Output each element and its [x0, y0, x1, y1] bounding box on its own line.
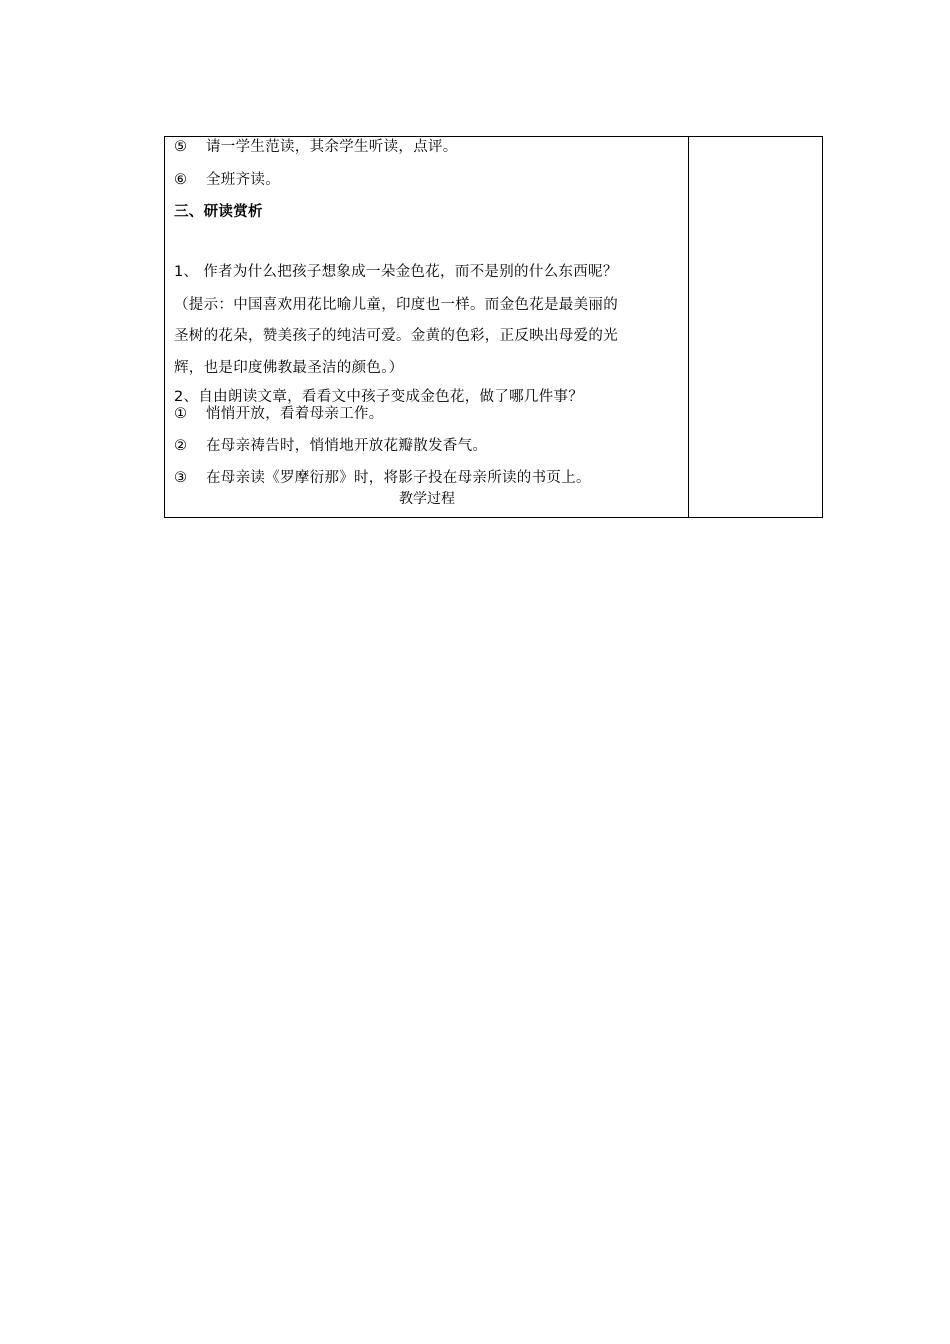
step-5-line [174, 137, 458, 157]
question-2: 2、自由朗读文章，看看文中孩子变成金色花，做了哪几件事？ [174, 389, 584, 405]
answer-3-text: 在母亲读《罗摩衍那》时，将影子投在母亲所读的书页上。 [206, 470, 591, 486]
step-6-number: ⑥ [174, 172, 188, 188]
lesson-table [164, 136, 823, 518]
lesson-content-cell [165, 137, 689, 517]
question-1: 1、 作者为什么把孩子想象成一朵金色花，而不是别的什么东西呢？ [174, 264, 618, 280]
answer-1-line [174, 404, 384, 424]
table-footer-caption: 教学过程 [399, 491, 455, 507]
answer-1-text: 悄悄开放，看着母亲工作。 [206, 406, 384, 422]
hint-line-1: （提示：中国喜欢用花比喻儿童，印度也一样。而金色花是最美丽的 [174, 297, 618, 313]
section-heading: 三、研读赏析 [174, 204, 263, 220]
answer-2-text: 在母亲祷告时，悄悄地开放花瓣散发香气。 [206, 438, 488, 454]
notes-cell [689, 137, 822, 517]
answer-2-number: ② [174, 438, 188, 454]
answer-1-number: ① [174, 406, 188, 422]
answer-2-line [174, 436, 487, 456]
answer-3-line [174, 468, 591, 488]
answer-3-number: ③ [174, 470, 188, 486]
hint-line-3: 辉，也是印度佛教最圣洁的颜色。） [174, 360, 404, 376]
step-6-line [174, 170, 280, 190]
hint-line-2: 圣树的花朵，赞美孩子的纯洁可爱。金黄的色彩，正反映出母爱的光 [174, 328, 618, 344]
step-6-text: 全班齐读。 [206, 172, 280, 188]
step-5-number: ⑤ [174, 139, 188, 155]
step-5-text: 请一学生范读，其余学生听读，点评。 [206, 139, 458, 155]
